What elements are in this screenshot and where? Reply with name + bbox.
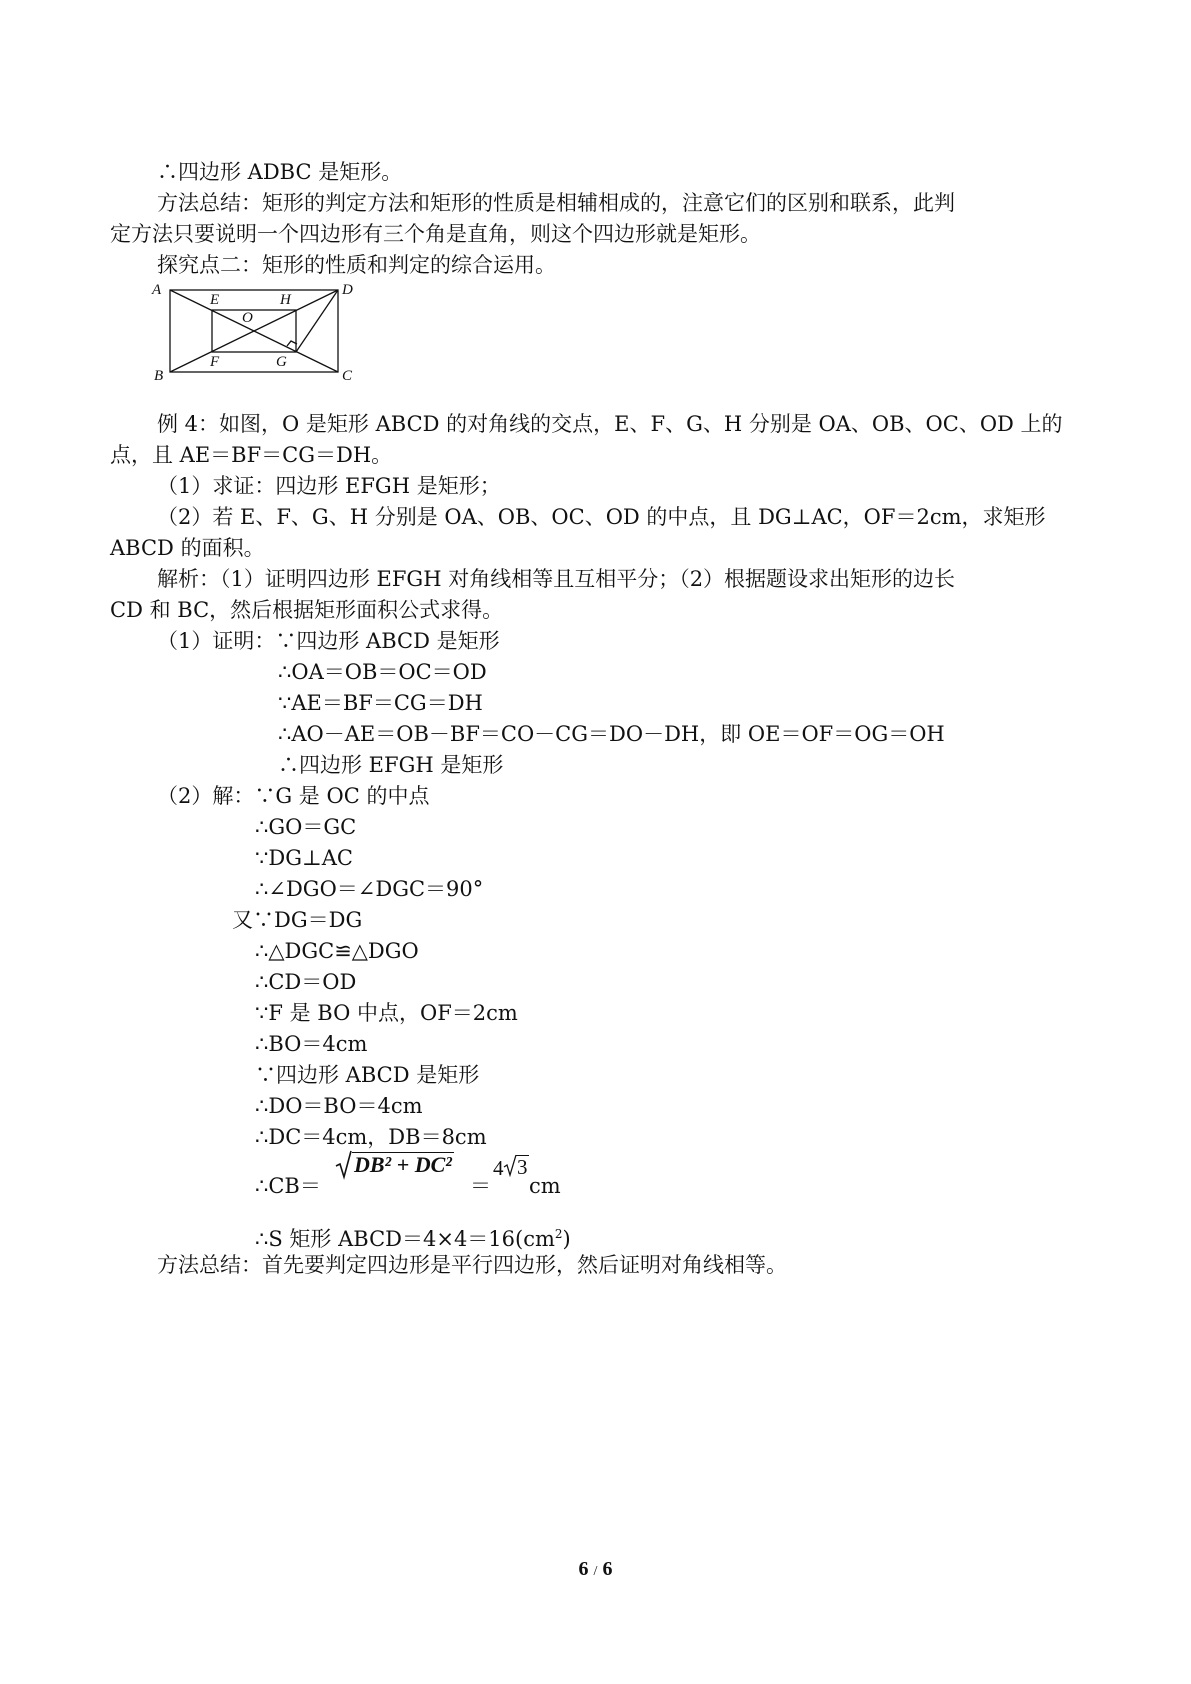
formula-line [255, 1150, 655, 1200]
sqrt-inner: DB² + DC² [354, 1152, 452, 1177]
rectangle-diagram [150, 280, 353, 384]
label-o: O [242, 310, 253, 326]
formula-equals: ＝ [470, 1174, 491, 1198]
text-line: ∵四边形 ABCD 是矩形 [255, 1063, 480, 1087]
text-line: 方法总结：首先要判定四边形是平行四边形，然后证明对角线相等。 [157, 1253, 787, 1277]
text-line: 解析：（1）证明四边形 EFGH 对角线相等且互相平分；（2）根据题设求出矩形的边长 [157, 567, 956, 591]
text-line: ∵DG⊥AC [255, 846, 353, 870]
page-number [0, 1558, 1191, 1581]
text-line: 方法总结：矩形的判定方法和矩形的性质是相辅相成的，注意它们的区别和联系，此判 [157, 191, 955, 215]
text-line: 点，且 AE＝BF＝CG＝DH。 [110, 443, 393, 467]
area-formula: ∴S 矩形 ABCD＝4×4＝16(cm [255, 1227, 555, 1251]
text-line: ∴DO＝BO＝4cm [255, 1094, 423, 1118]
label-b: B [154, 368, 164, 384]
text-line: ∴OA＝OB＝OC＝OD [278, 660, 487, 684]
page-separator: / [593, 1564, 598, 1579]
text-line: （2）若 E、F、G、H 分别是 OA、OB、OC、OD 的中点，且 DG⊥AC，OF＝2cm，求矩形 [157, 505, 1046, 529]
label-e: E [210, 292, 220, 308]
label-f: F [210, 354, 220, 370]
formula-prefix: ∴CB＝ [255, 1174, 321, 1198]
page-current: 6 [578, 1558, 589, 1580]
text-line [255, 1220, 571, 1253]
label-d: D [342, 282, 353, 298]
radical-sign-small [503, 1154, 517, 1178]
text-line: ∴BO＝4cm [255, 1032, 368, 1056]
text-line: 探究点二：矩形的性质和判定的综合运用。 [157, 253, 556, 277]
text-line: ∴DC＝4cm，DB＝8cm [255, 1125, 487, 1149]
text-line: ∴CD＝OD [255, 970, 357, 994]
label-a: A [152, 282, 162, 298]
text-line: ABCD 的面积。 [110, 536, 265, 560]
text-line: （1）求证：四边形 EFGH 是矩形； [157, 474, 501, 498]
text-line: 定方法只要说明一个四边形有三个角是直角，则这个四边形就是矩形。 [110, 222, 761, 246]
text-line: CD 和 BC，然后根据矩形面积公式求得。 [110, 598, 504, 622]
text-line: ∴∠DGO＝∠DGC＝90° [255, 877, 484, 901]
radical-coefficient: 4 [493, 1156, 504, 1180]
text-line: 例 4：如图，O 是矩形 ABCD 的对角线的交点，E、F、G、H 分别是 OA、OB、OC、OD 上的 [157, 412, 1063, 436]
text-line: ∴△DGC≌△DGO [255, 939, 419, 963]
geometry-figure [150, 280, 353, 384]
radical-sign [335, 1150, 353, 1180]
page-total: 6 [602, 1558, 613, 1580]
area-formula-end: ) [562, 1227, 571, 1251]
text-line: ∴四边形 ADBC 是矩形。 [157, 160, 403, 184]
text-line: ∴GO＝GC [255, 815, 357, 839]
area-superscript: 2 [554, 1227, 563, 1241]
text-line: （2）解：∵G 是 OC 的中点 [157, 784, 430, 808]
radical-radicand: 3 [517, 1155, 528, 1179]
text-line: ∵AE＝BF＝CG＝DH [278, 691, 483, 715]
text-line: ∵F 是 BO 中点，OF＝2cm [255, 1001, 518, 1025]
label-h: H [280, 292, 291, 308]
label-c: C [342, 368, 353, 384]
text-line: 又∵DG＝DG [232, 908, 363, 932]
text-line: （1）证明：∵四边形 ABCD 是矩形 [157, 629, 500, 653]
formula-unit: cm [529, 1174, 561, 1198]
label-g: G [276, 354, 287, 370]
text-line: ∴四边形 EFGH 是矩形 [278, 753, 504, 777]
segment-dg [296, 290, 338, 352]
text-line: ∴AO－AE＝OB－BF＝CO－CG＝DO－DH，即 OE＝OF＝OG＝OH [278, 722, 945, 746]
